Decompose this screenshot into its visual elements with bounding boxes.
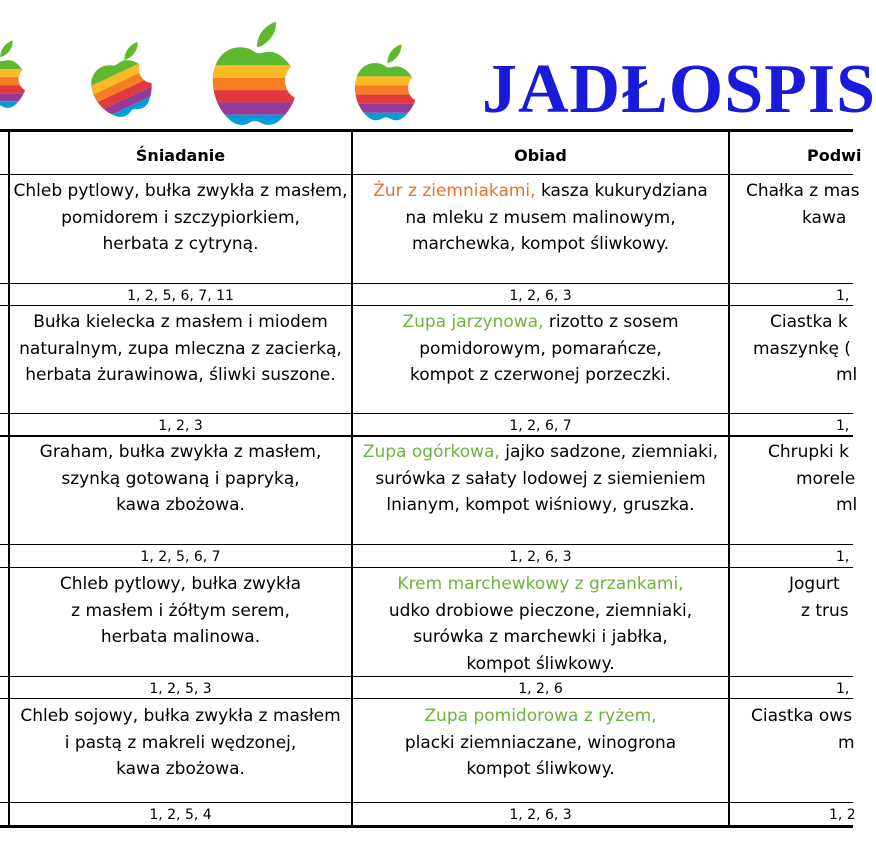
menu-line: placki ziemniaczane, winogrona [404,732,677,753]
menu-line: herbata żurawinowa, śliwki suszone. [25,365,336,385]
allergen-codes: 1, 2, 5, 6, 7 [140,549,221,565]
menu-line: Ciastka ows [751,706,853,726]
breakfast-cell [10,571,351,651]
menu-line: Graham, bułka zwykła z masłem, [39,442,322,462]
breakfast-cell [10,309,351,389]
column-header-snack: Podwi [807,146,862,165]
menu-line: ml [836,495,858,515]
lunch-cell [353,439,728,519]
column-divider [728,130,730,827]
allergen-codes: 1, 2, 6, 3 [509,549,572,565]
menu-line: jajko sadzone, ziemniaki, [499,442,719,462]
soup-name: Krem marchewkowy z grzankami, [397,574,684,594]
apple-logo-icon [0,30,30,118]
page-title: JADŁOSPIS [482,51,876,128]
menu-line: ml [836,365,858,385]
menu-line: lnianym, kompot wiśniowy, gruszka. [386,495,695,515]
menu-line: kompot z czerwonej porzeczki. [410,365,671,385]
apple-logo-icon [86,38,160,118]
row-divider [0,567,853,568]
menu-line: kompot śliwkowy. [466,759,615,779]
menu-line: na mleku z musem malinowym, [405,207,676,228]
menu-line: rizotto z sosem [543,312,679,332]
menu-line: surówka z sałaty lodowej z siemieniem [375,468,706,489]
column-header-breakfast: Śniadanie [135,146,226,165]
column-header-lunch: Obiad [514,146,567,165]
menu-line: kompot śliwkowy. [466,653,615,674]
lunch-cell [353,178,728,258]
soup-name: Zupa ogórkowa, [362,442,500,462]
menu-line: udko drobiowe pieczone, ziemniaki, [388,600,693,621]
snack-cell [768,439,858,519]
menu-line: Bułka kielecka z masłem i miodem [33,312,328,332]
menu-line: Jogurt [789,574,840,594]
breakfast-cell [10,703,351,783]
menu-line: surówka z marchewki i jabłka, [413,627,668,647]
allergen-codes: 1, 2, 6, 7 [509,418,572,434]
soup-name: Zupa pomidorowa z ryżem, [424,706,657,726]
menu-line: pomidorowym, pomarańcze, [419,338,662,359]
menu-line: z trus [801,600,849,621]
menu-line: i pastą z makreli wędzonej, [64,732,297,753]
allergen-codes: 1, [836,681,850,697]
apple-logo-icon [350,40,422,124]
allergen-codes: 1, 2, 6 [518,681,563,697]
menu-line: Ciastka k [770,312,848,332]
snack-cell [789,571,853,624]
menu-line: Chleb pytlowy, bułka zwykła z masłem, [13,181,348,201]
header-divider [0,174,853,175]
lunch-cell [353,309,728,389]
allergen-codes: 1, [836,288,850,304]
apple-logo-icon [205,16,305,130]
menu-line: Chleb sojowy, bułka zwykła z masłem [20,706,341,726]
allergen-codes: 1, 2, 3 [158,418,203,434]
breakfast-cell [10,178,351,258]
menu-line: kawa zbożowa. [116,495,245,515]
menu-line: morele [796,468,856,489]
menu-line: Chleb pytlowy, bułka zwykła [59,574,302,594]
menu-line: marchewka, kompot śliwkowy. [411,234,670,254]
menu-line: z masłem i żółtym serem, [71,600,290,621]
menu-line: herbata z cytryną. [102,234,259,254]
snack-cell [751,703,853,756]
menu-line: kawa zbożowa. [116,759,245,779]
table-bottom-border [0,825,853,828]
menu-line: Chałka z mas [746,181,860,201]
allergen-codes: 1, 2, 5, 4 [149,807,212,823]
menu-line: maszynkę ( [753,338,851,359]
soup-name: Zupa jarzynowa, [402,312,544,332]
allergen-codes: 1, [836,549,850,565]
menu-line: pomidorem i szczypiorkiem, [61,207,300,228]
soup-name: Żur z ziemniakami, [373,181,536,201]
allergen-codes: 1, 2, 5, 6, 7, 11 [127,288,234,304]
allergen-codes: 1, 2, 5, 3 [149,681,212,697]
menu-line: kawa [802,207,847,228]
menu-line: m [838,732,855,753]
menu-line: Chrupki k [768,442,850,462]
allergen-codes: 1, [836,418,850,434]
menu-line: szynką gotowaną i papryką, [61,468,300,489]
snack-cell [746,178,860,231]
breakfast-cell [10,439,351,519]
allergen-codes: 1, 2 [829,807,856,823]
allergen-codes: 1, 2, 6, 3 [509,288,572,304]
menu-line: naturalnym, zupa mleczna z zacierką, [19,338,342,359]
allergen-codes: 1, 2, 6, 3 [509,807,572,823]
menu-line: herbata malinowa. [100,627,261,647]
snack-cell [753,309,858,389]
menu-line: kasza kukurydziana [535,181,708,201]
lunch-cell [353,571,728,677]
lunch-cell [353,703,728,783]
